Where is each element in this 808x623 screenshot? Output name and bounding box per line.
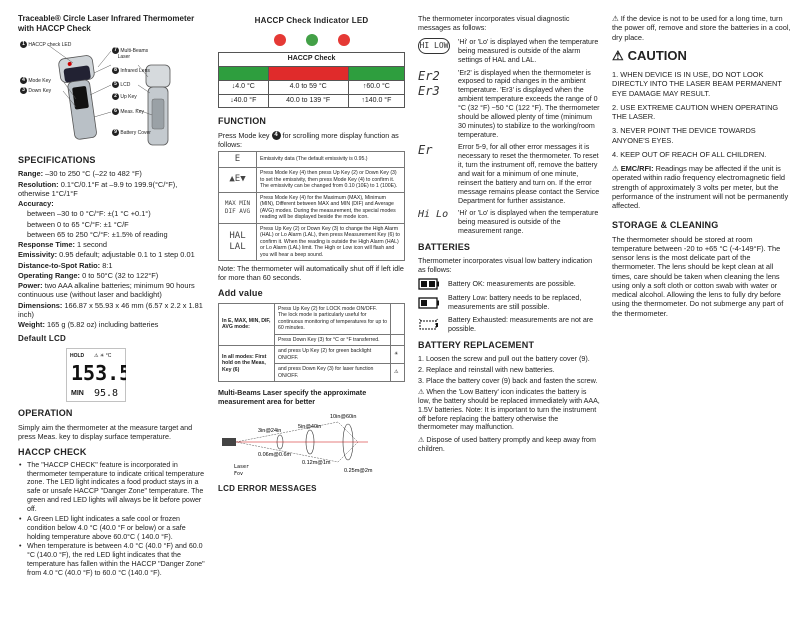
- er-icon: Er: [418, 143, 433, 158]
- haccp-bullets: [18, 461, 208, 578]
- warning-icon: ⚠: [418, 387, 425, 396]
- spec-accuracy-1: between –30 to 0 °C/°F: ±(1 °C +0.1°): [27, 209, 151, 219]
- laser-warning-icon: ⚠: [391, 364, 405, 382]
- haccp-danger-bar: [268, 66, 348, 80]
- replacement-step: 3. Place the battery cover (9) back and fasten the screw.: [418, 375, 598, 385]
- caution-heading: ⚠ CAUTION: [612, 47, 687, 63]
- haccp-bullet: • The "HACCP CHECK" feature is incorporated in thermometer temperature to indicate critical temperature zone. The LED light indicates a food product stays in a safe or unsafe HACCP "Danger Zone" temperature. The green and red LED lights will always be lit before power off.: [18, 461, 208, 514]
- add-value-row: In E, MAX, MIN, DIF, AVG mode: Press Up Key (2) for LOCK mode ON/OFF. The lock mode is particularly useful for continuous monitoring of temperatures for up to 60 minutes.: [219, 303, 405, 334]
- spec-range: Range: –30 to 250 °C (–22 to 482 °F): [18, 169, 142, 179]
- warning-icon: ⚠: [612, 47, 624, 63]
- hi-low-icon: HI LOW: [418, 38, 450, 54]
- spec-operating-range: Operating Range: 0 to 50°C (32 to 122°F): [18, 270, 159, 280]
- operation-text: Simply aim the thermometer at the measure target and press Meas. key to display surface temperature.: [18, 422, 193, 441]
- specifications-list: [18, 169, 208, 329]
- function-table: [218, 151, 405, 261]
- storage-cleaning-text: The thermometer should be stored at room temperature between -20 to +65 °C (-4-149°F). The sensor lens is the most delicate part of the thermometer. The lens should be kept clean at all times, care should be taken when cleaning the lens using only a soft cloth or cotton swab with water or medical alcohol. Allowing the lens to fully dry before using the thermometer. Do not submerge any part of the thermometer.: [612, 234, 784, 318]
- haccp-cell: 40.0 to 139 °F: [268, 94, 348, 108]
- function-row: MAX MIN DIF AVG Press Mode Key (4) for the Maximum (MAX), Minimum (MIN), Different between MAX and MIN (DIF) and Average (AVG) modes. During the measurement, the special modes reading will be displayed beside the mode icon.: [219, 192, 405, 223]
- default-lcd-display: [66, 348, 126, 402]
- battery-empty-icon: [418, 318, 440, 332]
- hi-lo-icon: Hi Lo: [418, 209, 449, 221]
- spec-dts: Distance-to-Spot Ratio: 8:1: [18, 260, 113, 270]
- low-battery-warning: ⚠ When the 'Low Battery' icon indicates the battery is low, the battery should be replaced immediately with AAA, 1.5V batteries. Note: It is important to turn the instrument off before replacing the battery otherwise the thermometer may malfunction.: [418, 387, 600, 432]
- label-lcd: 5 LCD: [112, 81, 130, 88]
- warning-icon: ⚠: [612, 14, 619, 23]
- caution-item: 4. KEEP OUT OF REACH OF ALL CHILDREN.: [612, 149, 767, 159]
- beam-label: 3in@24in: [258, 428, 282, 435]
- battery-replacement-heading: BATTERY REPLACEMENT: [418, 339, 535, 350]
- haccp-cell: 4.0 to 59 °C: [268, 80, 348, 94]
- multi-beam-diagram: [218, 408, 405, 480]
- haccp-check-table: [218, 52, 405, 108]
- battery-state: Battery Low: battery needs to be replaced, measurements are still possible.: [418, 294, 600, 312]
- spec-resolution: Resolution: 0.1°C/0.1°F at –9.9 to 199.9(°C/°F), otherwise 1°C/1°F: [18, 179, 178, 198]
- function-row: E Emissivity data (The default emissivity is 0.95.): [219, 152, 405, 168]
- add-value-table: [218, 303, 405, 383]
- haccp-cell: ↑140.0 °F: [348, 94, 404, 108]
- error-message-item: HI LOW 'Hi' or 'Lo' is displayed when the temperature being measured is outside of the alarm settings of HAL and LAL.: [419, 38, 599, 64]
- beam-label: 0.06m@0.6m: [258, 452, 292, 459]
- column-3: [418, 0, 600, 623]
- caution-item: 1. WHEN DEVICE IS IN USE, DO NOT LOOK DIRECTLY INTO THE LASER BEAM PERMANENT EYE DAMAGE MAY RESULT.: [612, 70, 782, 98]
- column-4: [612, 0, 792, 623]
- label-mode-key: 4 Mode Key: [20, 77, 51, 84]
- diagnostic-intro: The thermometer incorporates visual diagnostic messages as follows:: [418, 14, 570, 32]
- operation-heading: OPERATION: [18, 408, 73, 419]
- add-value-row: and press Down Key (3) for laser function ON/OFF. ⚠: [219, 364, 405, 382]
- haccp-bullet: • A Green LED light indicates a safe cool or frozen condition below 4.0 °C (40.0 °F or below) or a safe holding temperature above 60.0°C ( 140.0 °F).: [18, 515, 208, 542]
- column-2: [218, 0, 405, 623]
- red-led-icon: [274, 34, 286, 46]
- beam-label: 10in@60in: [330, 414, 357, 421]
- label-meas-key: 6 Meas. Key: [112, 108, 144, 115]
- spec-accuracy: Accuracy:: [18, 199, 54, 208]
- error-message-item: Er Error 5-9, for all other error messages it is necessary to reset the thermometer. To reset it, turn the instrument off, remove the battery and wait for a minimum of one minute, reinsert the battery and turn on. If the error message remains please contact the Service Department for further assistance.: [418, 143, 600, 205]
- label-infrared-lens: 8 Infrared Lens: [112, 67, 150, 74]
- spec-response: Response Time: 1 second: [18, 240, 108, 249]
- beam-label: Fov: [234, 471, 244, 478]
- spec-power: Power: two AAA alkaline batteries; minimum 90 hours continuous use (without laser and backlight): [18, 281, 195, 300]
- specifications-heading: SPECIFICATIONS: [18, 155, 96, 165]
- haccp-cell: ↓40.0 °F: [219, 94, 269, 108]
- add-value-heading: Add value: [218, 288, 263, 299]
- batteries-heading: BATTERIES: [418, 242, 471, 253]
- caution-list: [612, 70, 792, 159]
- function-row: HAL LAL Press Up Key (2) or Down Key (3) to change the High Alarm (HAL) or Lo Alarm (LAL), then press Measurement Key (6) to confirm it. When the reading is outside the High Alarm (HAL) or Lo Alarm (LAL) limit. The High or Low icon will flash and you will hear a beep sound.: [219, 223, 405, 261]
- beam-label: Laser: [234, 464, 250, 471]
- haccp-cell: ↑60.0 °C: [348, 80, 404, 94]
- device-diagram: [18, 37, 208, 149]
- default-lcd-heading: Default LCD: [18, 334, 66, 344]
- beam-label: 0.25m@2m: [344, 468, 373, 475]
- function-heading: FUNCTION: [218, 116, 267, 127]
- haccp-safe-hot-bar: [348, 66, 404, 80]
- emc-rfi-note: ⚠ EMC/RFI: Readings may be affected if the unit is operated within radio frequency electromagnetic field strength of approximately 3 volts per meter, but the performance of the instrument will not be permanently affected.: [612, 164, 789, 210]
- er2-icon: Er2 Er3: [418, 68, 440, 98]
- lcd-min-value: 95.8: [94, 388, 119, 400]
- label-down-key: 3 Down Key: [20, 87, 51, 94]
- label-up-key: 2 Up Key: [112, 93, 137, 100]
- lcd-error-heading: LCD ERROR MESSAGES: [218, 484, 317, 494]
- battery-state: Battery OK: measurements are possible.: [418, 278, 600, 290]
- haccp-bullet: • When temperature is between 4.0 °C (40.0 °F) and 60.0 °C (140.0 °F), the red LED light indicates that the temperature has fallen within the HACCP "Danger Zone" from 4.0 °C (40.0 °F) to 60.0 °C (140.0 °F).: [18, 542, 208, 577]
- label-multi-beam: 7 Multi-Beams Laser: [112, 47, 148, 60]
- thermometer-head-icon: [222, 438, 236, 446]
- spec-weight: Weight: 165 g (5.82 oz) including batteries: [18, 320, 159, 329]
- svg-text:⚠ ☀ °C: ⚠ ☀ °C: [94, 353, 112, 360]
- battery-low-icon: [418, 297, 440, 309]
- warning-icon: ⚠: [418, 436, 425, 445]
- auto-shutoff-note: Note: The thermometer will automatically shut off if left idle for more than 60 seconds.: [218, 264, 404, 283]
- backlight-icon: ☀: [391, 346, 405, 364]
- spec-emissivity: Emissivity: 0.95 default; adjustable 0.1 to 1 step 0.01: [18, 250, 195, 260]
- haccp-cell: ↓4.0 °C: [219, 80, 269, 94]
- function-row: ▲E▼ Press Mode Key (4) then press Up Key (2) or Down Key (3) to set the emissivity, then press Mode Key (4) to confirm it. The emissivity can be changed from 0.10 (10E) to 1 (100E).: [219, 168, 405, 193]
- add-value-row: In all modes: First hold on the Meas, Key (6) and press Up Key (2) for green backlight ON/OFF. ☀: [219, 346, 405, 364]
- replacement-steps: [418, 354, 600, 385]
- caution-item: 2. USE EXTREME CAUTION WHEN OPERATING THE LASER.: [612, 102, 779, 121]
- label-haccp-led: 1 HACCP check LED: [20, 41, 71, 48]
- spec-dimensions: Dimensions: 166.87 x 55.93 x 46 mm (6.57 x 2.2 x 1.81 inch): [18, 300, 203, 319]
- lcd-main-reading: 153.5: [71, 361, 126, 386]
- storage-warning: ⚠ If the device is not to be used for a long time, turn the power off, remove and store the batteries in a cool, dry place.: [612, 14, 791, 42]
- green-led-icon: [306, 34, 318, 46]
- multi-beam-heading: Multi-Beams Laser specify the approximate measurement area for better: [218, 388, 367, 407]
- product-title: Traceable® Circle Laser Infrared Thermometer with HACCP Check: [18, 14, 195, 33]
- battery-state: Battery Exhausted: measurements are not are possible.: [418, 316, 600, 334]
- red-led-icon: [338, 34, 350, 46]
- lcd-screen: [66, 348, 126, 402]
- column-1: [18, 0, 208, 623]
- error-message-item: Er2 Er3 'Er2' is displayed when the thermometer is exposed to rapid changes in the ambient temperature. 'Er3' is displayed when the ambient temperature exceeds the range of 0 °C (32 °F) ~50 °C (122 °F). The thermometer should be allowed plenty of time (minimum 30 minutes) to stabilize to the working/room temperature.: [418, 68, 600, 139]
- warning-icon: ⚠: [612, 164, 619, 173]
- svg-text:HOLD: HOLD: [70, 353, 85, 360]
- led-indicators: [218, 34, 405, 46]
- beam-label: 5in@40in: [298, 424, 322, 431]
- label-battery-cover: 9 Battery Cover: [112, 129, 151, 136]
- batteries-intro: Thermometer incorporates visual low battery indication as follows:: [418, 256, 593, 275]
- replacement-step: 2. Replace and reinstall with new batteries.: [418, 364, 555, 374]
- error-message-item: Hi Lo 'Hi' or 'Lo' is displayed when the temperature being measured is outside of the measurement range.: [418, 209, 599, 236]
- spec-accuracy-2: between 0 to 65 °C/°F: ±1 °C/F: [27, 219, 129, 229]
- function-intro: Press Mode key 4 for scrolling more display function as follows:: [218, 130, 399, 150]
- haccp-safe-cold-bar: [219, 66, 269, 80]
- spec-accuracy-3: between 65 to 250 °C/°F: ±1.5% of reading: [27, 229, 168, 239]
- storage-cleaning-heading: STORAGE & CLEANING: [612, 220, 719, 231]
- beam-label: 0.12m@1m: [302, 460, 331, 467]
- haccp-check-heading: HACCP CHECK: [18, 446, 87, 457]
- haccp-table-title: HACCP Check: [219, 53, 405, 67]
- dispose-warning: ⚠ Dispose of used battery promptly and keep away from children.: [418, 436, 596, 454]
- led-indicator-heading: HACCP Check Indicator LED: [254, 16, 369, 25]
- lcd-min-label: MIN: [71, 390, 84, 398]
- caution-item: 3. NEVER POINT THE DEVICE TOWARDS ANYONE'S EYES.: [612, 126, 756, 145]
- replacement-step: 1. Loosen the screw and pull out the battery cover (9).: [418, 353, 590, 363]
- battery-full-icon: [418, 278, 440, 290]
- add-value-row: Press Down Key (3) for °C or °F transferred.: [219, 334, 405, 346]
